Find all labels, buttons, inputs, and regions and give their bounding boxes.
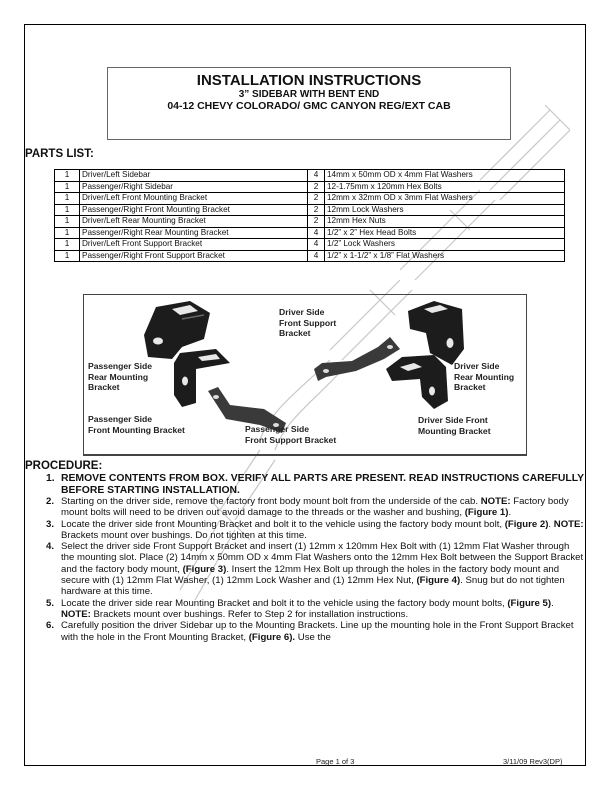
- driver-front-bracket-icon: [384, 353, 452, 411]
- part-qty: 1: [55, 250, 80, 262]
- label-driver-front-mounting: Driver Side Front Mounting Bracket: [418, 415, 491, 436]
- hardware-desc: 14mm x 50mm OD x 4mm Flat Washers: [325, 170, 565, 182]
- product-subtitle: 3” SIDEBAR WITH BENT END: [238, 89, 380, 100]
- part-qty: 1: [55, 227, 80, 239]
- part-desc: Passenger/Right Front Support Bracket: [80, 250, 308, 262]
- page-number: Page 1 of 3: [316, 757, 355, 766]
- revision-date: 3/11/09 Rev3(DP): [503, 757, 563, 766]
- table-row: [55, 170, 565, 182]
- part-qty: 1: [55, 181, 80, 193]
- hardware-desc: 1/2” x 2” Hex Head Bolts: [325, 227, 565, 239]
- document-title: INSTALLATION INSTRUCTIONS: [196, 72, 422, 89]
- table-row: [55, 181, 565, 193]
- part-desc: Driver/Left Front Support Bracket: [80, 239, 308, 251]
- hardware-desc: 1/2” Lock Washers: [325, 239, 565, 251]
- hardware-qty: 2: [308, 216, 325, 228]
- label-driver-front-support: Driver Side Front Support Bracket: [279, 307, 337, 338]
- part-desc: Driver/Left Front Mounting Bracket: [80, 193, 308, 205]
- hardware-qty: 4: [308, 170, 325, 182]
- part-qty: 1: [55, 204, 80, 216]
- table-row: [55, 227, 565, 239]
- part-desc: Driver/Left Sidebar: [80, 170, 308, 182]
- procedure-step: 1. REMOVE CONTENTS FROM BOX. VERIFY ALL PARTS ARE PRESENT. READ INSTRUCTIONS CAREFULLY BEFORE STARTING INSTALLATION.: [46, 473, 584, 496]
- hardware-qty: 2: [308, 204, 325, 216]
- hardware-desc: 12-1.75mm x 120mm Hex Bolts: [325, 181, 565, 193]
- title-box: [107, 67, 511, 140]
- label-passenger-front-support: Passenger Side Front Support Bracket: [245, 424, 337, 445]
- hardware-qty: 4: [308, 227, 325, 239]
- part-desc: Passenger/Right Front Mounting Bracket: [80, 204, 308, 216]
- part-desc: Passenger/Right Rear Mounting Bracket: [80, 227, 308, 239]
- procedure-steps: [33, 473, 585, 643]
- part-qty: 1: [55, 193, 80, 205]
- table-row: [55, 239, 565, 251]
- procedure-step: 3. Locate the driver side front Mounting Bracket and bolt it to the vehicle using the factory body mount bolt, (Figure 2). NOTE: Brackets mount over bushings. Do not tighten at this time.: [46, 518, 584, 541]
- table-row: [55, 250, 565, 262]
- parts-list-table: [54, 169, 565, 262]
- hardware-qty: 2: [308, 181, 325, 193]
- hardware-desc: 1/2” x 1-1/2” x 1/8” Flat Washers: [325, 250, 565, 262]
- hardware-desc: 12mm x 32mm OD x 3mm Flat Washers: [325, 193, 565, 205]
- procedure-step: 5. Locate the driver side rear Mounting Bracket and bolt it to the vehicle using the factory body mount bolts, (Figure 5). NOTE: Brackets mount over bushings. Refer to Step 2 for installation instructions.: [46, 597, 554, 620]
- hardware-desc: 12mm Hex Nuts: [325, 216, 565, 228]
- hardware-qty: 4: [308, 250, 325, 262]
- hardware-qty: 4: [308, 239, 325, 251]
- part-desc: Passenger/Right Sidebar: [80, 181, 308, 193]
- part-desc: Driver/Left Rear Mounting Bracket: [80, 216, 308, 228]
- part-qty: 1: [55, 239, 80, 251]
- procedure-step: 4. Select the driver side Front Support Bracket and insert (1) 12mm x 120mm Hex Bolt with (1) 12mm Flat Washer through the mounting slot. Place (2) 14mm x 50mm OD x 4mm Flat Washers onto the 12mm Hex Bolt between the Support Bracket and the factory body mount, (Figure 3). Insert the 12mm Hex Bolt up through the holes in the factory body mount and secure with (1) 12mm Flat Washer, (1) 12mm Lock Washer and (1) 12mm Hex Nut, (Figure 4). Snug but do not tighten hardware at this time.: [46, 541, 584, 598]
- label-passenger-front-mounting: Passenger Side Front Mounting Bracket: [88, 414, 185, 435]
- parts-figure: [83, 294, 527, 456]
- procedure-heading: PROCEDURE:: [25, 460, 103, 472]
- label-passenger-rear-mounting: Passenger Side Rear Mounting Bracket: [88, 361, 153, 392]
- vehicle-fitment: 04-12 CHEVY COLORADO/ GMC CANYON REG/EXT CAB: [167, 100, 451, 112]
- hardware-desc: 12mm Lock Washers: [325, 204, 565, 216]
- table-row: [55, 216, 565, 228]
- procedure-step: 6. Carefully position the driver Sidebar up to the Mounting Brackets. Line up the mounting hole in the Front Support Bracket with the hole in the Front Mounting Bracket, (Figure 6). Use the: [46, 620, 574, 643]
- label-driver-rear-mounting: Driver Side Rear Mounting Bracket: [454, 361, 515, 392]
- table-row: [55, 193, 565, 205]
- hardware-qty: 2: [308, 193, 325, 205]
- table-row: [55, 204, 565, 216]
- part-qty: 1: [55, 216, 80, 228]
- procedure-step: 2. Starting on the driver side, remove the factory front body mount bolt from the underside of the cab. NOTE: Factory body mount bolts will need to be driven out avoid damage to the threads or the washer and bushing, (Figure 1).: [46, 496, 569, 519]
- part-qty: 1: [55, 170, 80, 182]
- parts-list-heading: PARTS LIST:: [25, 148, 94, 160]
